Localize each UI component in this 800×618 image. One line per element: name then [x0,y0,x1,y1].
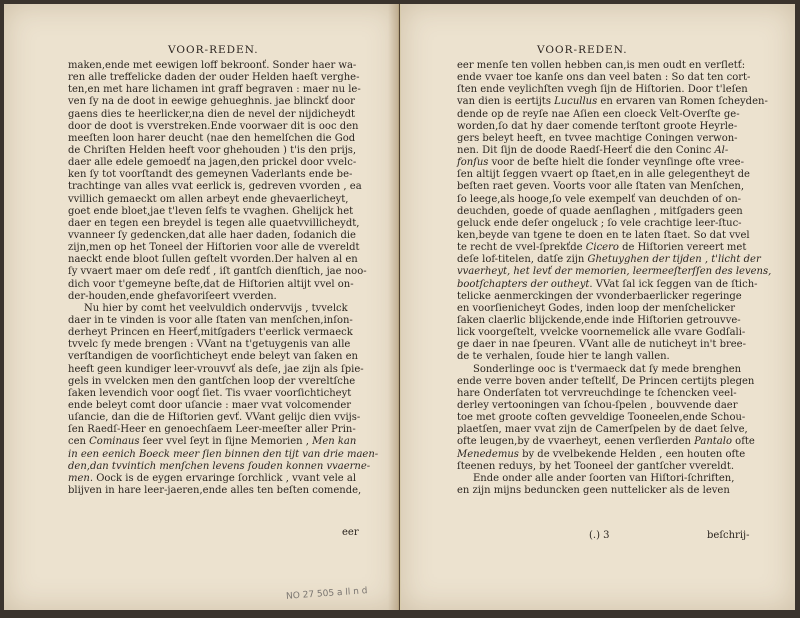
left-catchword: eer [342,527,359,538]
text-run: nen. Dit ſijn de doode Raedſ-Heerť die den Coninc [457,144,715,156]
italic-text: men [68,472,90,484]
text-line [457,96,768,108]
text-run: en ervaren van Romen ſcheyden- [597,96,768,108]
italic-text: Men kan [312,436,357,448]
text-run: gaens dies te heerlicker,na dien de nevel der nijdicheydt [68,108,356,120]
text-run: ken ſy tot voorſtandt des gemeynen Vaderlants ende be- [68,169,353,181]
text-run: by de vvelbekende Helden , een houten ofte [518,448,746,460]
right-running-head: VOOR-REDEN. [537,44,628,56]
text-line [68,84,361,96]
text-run: Nu hier by comt het veelvuldich ondervvijs , tvvelck [84,302,348,314]
text-line [457,485,747,497]
text-line [457,229,750,242]
text-line [457,461,747,473]
text-line [68,484,362,497]
text-line [457,266,772,278]
text-line [68,133,358,145]
text-line [68,254,358,266]
text-line [457,327,747,339]
right-page [400,4,795,610]
text-run: ſo leege,als hooge,ſo vele exempelť van deuchden of on- [457,193,742,205]
text-line [68,339,358,351]
left-page-text [68,60,379,497]
text-run: daer alle edele gemoedť na jagen,den prickel door vvelc- [68,157,357,169]
right-page-text [457,60,772,497]
text-run: beſten raet geven. Voorts voor alle ſtaten van Menſchen, [457,181,745,193]
text-run: ſaken claerlic blijckende,ende inde Hiſtorien getrouvve- [457,314,741,326]
text-run: en voorſienicheyt Godes, inden loop der menſchelicker [457,302,736,314]
text-run: dich voor t'gemeyne beſte,dat de Hiſtorien altijt vvel on- [68,278,354,290]
text-line [68,230,358,242]
italic-text: Lucullus [554,96,598,108]
text-run: derheyt Princen en Heerť,mitſgaders t'eerlick vermaeck [68,327,353,339]
text-run: hare Onderſaten tot vervreuchdinge te ſchencken veel- [457,387,737,399]
text-run: cen [68,436,90,448]
text-run: vvillich gemaeckt om allen arbeyt ende ghevaerlicheyt, [68,193,349,205]
text-line [68,72,358,84]
left-page [4,4,399,610]
text-line [68,181,362,193]
text-run: ſaken levendich voor oogť ſiet. Tis vvaer voorſichticheyt [68,387,352,399]
text-run: worden,ſo dat hy daer comende terſtont groote Heyrle- [457,120,738,132]
italic-text: Menedemus [457,448,519,460]
text-run: deuchden, goede of quade aenſlaghen , mitſgaders geen [457,205,743,217]
text-line [457,109,747,121]
text-run: Ende onder alle ander ſoorten van Hiſtori-ſchriften, [473,472,735,484]
text-line [457,291,747,303]
text-run: ken,beyde van tgene te doen en te laten ſtaet. So dat vvel [457,229,750,241]
text-line [68,157,358,169]
text-line [457,254,761,266]
text-run: gers beleyt heeft, en tvvee machtige Coningen verwon- [457,132,738,144]
text-line [457,157,747,169]
text-run: ofte leugen,by de vvaerheyt, eenen verſierden [457,436,695,448]
text-line [68,109,358,121]
text-line [457,133,747,145]
signature-mark: (.) 3 [589,530,610,541]
italic-text: bootſchapters der outheyt [457,278,590,290]
italic-text: vvaerheyt, het levť der memorien, leermeeſterſſen des levens, [457,266,772,278]
text-line [68,169,358,181]
italic-text: fonſus [457,157,489,169]
text-line [457,364,747,376]
text-run: blijven in hare leer-jaeren,ende alles ten beſten comende, [68,484,362,496]
text-run: eer menſe ten vollen hebben can,is men oudt en verſletť: [457,60,746,71]
text-run: tvvelc ſy mede brengen : VVant na t'getuygenis van alle [68,339,351,351]
text-line [457,388,747,400]
text-run: meeſten loon harer deucht (nae den hemelſchen die God [68,132,356,144]
text-run: geluck ende deſer ongeluck ; ſo vele crachtige leer-ſtuc- [457,217,742,229]
text-line [457,181,747,193]
pencil-annotation: NO 27 505 a ll n d [285,586,368,602]
text-line [457,351,747,363]
text-line [457,339,747,351]
text-line [68,327,358,339]
right-catchword: beſchrij- [707,530,750,541]
text-run: lick voorgeſtelt, vvelcke voornemelick alle vvare Godſali- [457,327,746,339]
text-run: zijn,men op het Toneel der Hiſtorien voor alle de vvereldt [68,242,360,254]
text-line [68,388,358,400]
text-run: door de doot is vverstreken.Ende voorwaer dit is ooc den [68,120,359,132]
italic-text: in een eenich Boeck meer ſien binnen den tijt van drie maen- [68,448,379,460]
italic-text: Al- [714,144,729,156]
text-line [68,460,371,473]
text-line [68,266,367,278]
text-line [68,242,358,254]
text-line [457,449,747,461]
text-line [457,375,755,388]
text-line [457,400,747,412]
text-line [457,278,758,291]
text-run: dende op de reyſe nae Aſien een cloeck Velt-Overſte ge- [457,108,740,120]
text-line [68,303,358,315]
text-run: plaetſen, maer vvat zijn de Camerſpelen by de daet ſelve, [457,424,748,436]
text-line [457,218,747,230]
text-line [457,412,747,424]
text-line [457,169,750,181]
text-run: derley vertooningen van ſchou-ſpelen , bouvvende daer [457,399,738,411]
text-run: telicke aenmerckingen der vvonderbaerlicker regeringe [457,290,742,302]
text-run: naeckt ende bloot ſullen geſtelt vvorden.Der halven al en [68,254,358,266]
text-run: Sonderlinge ooc is t'vermaeck dat ſy mede brenghen [473,363,742,375]
text-line [68,363,364,376]
text-line [68,473,358,485]
text-line [68,400,358,412]
text-run: de Chriſten Helden heeft voor ghehouden ) t'is den prijs, [68,144,357,156]
left-running-head: VOOR-REDEN. [168,44,259,56]
text-line [457,72,751,84]
text-run: vvanneer ſy gedencken,dat alle haer daden, ſodanich die [68,229,356,241]
text-run: ſten ende veylichſten vvegh ſijn de Hiſtorien. Door t'leſen [457,84,748,96]
italic-text: Ghetuyghen der tijden , t'licht der [587,254,761,266]
text-run: ſeer vvel ſeyt in ſijne Memorien , [139,436,313,448]
text-run: . Oock is de eygen ervaringe ſorchlick , vvant vele al [89,472,357,484]
text-line [68,291,358,303]
text-run: toe met groote coſten gevveldige Tooneelen,ende Schou- [457,412,746,424]
text-line [68,96,358,108]
text-run: ten,en met hare lichamen int graff begraven : maer nu le- [68,84,361,96]
text-line [457,424,747,436]
text-run: ende beleyt comt door uſancie : maer vvat volcomender [68,399,352,411]
italic-text: den,dan tvvintich menſchen levens ſouden konnen vvaerne- [68,460,371,472]
text-run: ende verre boven ander teſtellť, De Princen certijts plegen [457,375,755,387]
text-run: der-houden,ende ghefavoriſeert vverden. [68,290,277,302]
text-line [457,242,747,254]
text-run: uſancie, dan die de Hiſtorien gevť. VVant gelijc dien vvijs- [68,412,361,424]
text-line [457,60,747,72]
text-line [457,473,747,485]
text-run: ren alle treffelicke daden der ouder Helden haeſt verghe- [68,72,360,84]
text-line [68,436,358,448]
text-run: voor de beſte hielt die ſonder veynſinge ofte vree- [488,157,744,169]
italic-text: Cicero [585,242,619,254]
text-line [68,206,358,218]
text-line [457,315,747,327]
text-line [457,436,755,448]
italic-text: Cominaus [89,436,140,448]
text-run: te recht de vvel-ſprekťde [457,242,586,254]
text-run: de te verhalen, ſoude hier te langh vallen. [457,351,670,363]
text-run: ſen altijt ſeggen vvaert op ſtaet,en in alle gelegentheyt de [457,169,750,181]
text-line [68,412,361,424]
text-run: ge daer in nae ſpeuren. VVant alle de nuticheyt in't bree- [457,339,746,351]
text-run: ſy vvaert maer om deſe redť , iſt gantſch dienſtich, jae noo- [68,266,367,278]
text-line [457,145,747,157]
text-run: trachtinge van alles vvat eerlick is, gedreven vvorden , ea [68,181,362,193]
text-line [68,315,358,327]
text-line [68,448,379,461]
text-run: maken,ende met eewigen loff bekroonť. Sonder haer wa- [68,60,357,71]
text-line [68,351,358,363]
text-line [457,303,747,315]
text-run: verſtandigen de voorſichticheyt ende beleyt van ſaken en [68,351,358,363]
italic-text: Pantalo [694,436,732,448]
text-run: en zijn mijns beduncken geen nuttelicker als de leven [457,484,730,496]
text-run: ende vvaer toe kanſe ons dan veel baten : So dat ten cort- [457,72,751,84]
text-line [457,84,747,96]
text-run: ſen Raedſ-Heer en genoechſaem Leer-meeſter aller Prin- [68,424,356,436]
text-run: deſe lof-titelen, datſe zijn [457,254,588,266]
text-run: ſteenen reduys, by het Tooneel der gantſcher vvereldt. [457,460,735,472]
text-line [68,145,358,157]
text-run: van dien is eertijts [457,96,555,108]
text-line [68,376,358,388]
text-line [68,60,358,72]
text-run: ofte [732,436,755,448]
text-line [68,218,358,230]
text-run: ven ſy na de doot in eewige gehueghnis. jae blinckť door [68,96,355,108]
text-run: de Hiſtorien vereert met [618,242,747,254]
text-line [457,206,747,218]
text-run: daer in te vinden is voor alle ſtaten van menſchen,inſon- [68,314,353,326]
text-line [68,194,358,206]
text-run: heeft geen kundiger leer-vrouvvť als deſe, jae zijn als ſpie- [68,363,364,375]
text-line [457,194,747,206]
text-run: daer en tegen een breydel is tegen alle quaetvvillicheydt, [68,217,360,229]
text-line [68,121,358,133]
text-line [68,279,358,291]
text-run: gels in vvelcken men den gantſchen loop der vvereltſche [68,375,356,387]
text-run: goet ende bloet,jae t'leven ſelfs te vvaghen. Ghelijck het [68,205,354,217]
text-line [457,121,747,133]
text-run: . VVat ſal ick ſeggen van de ſtich- [589,278,758,290]
text-line [68,424,358,436]
